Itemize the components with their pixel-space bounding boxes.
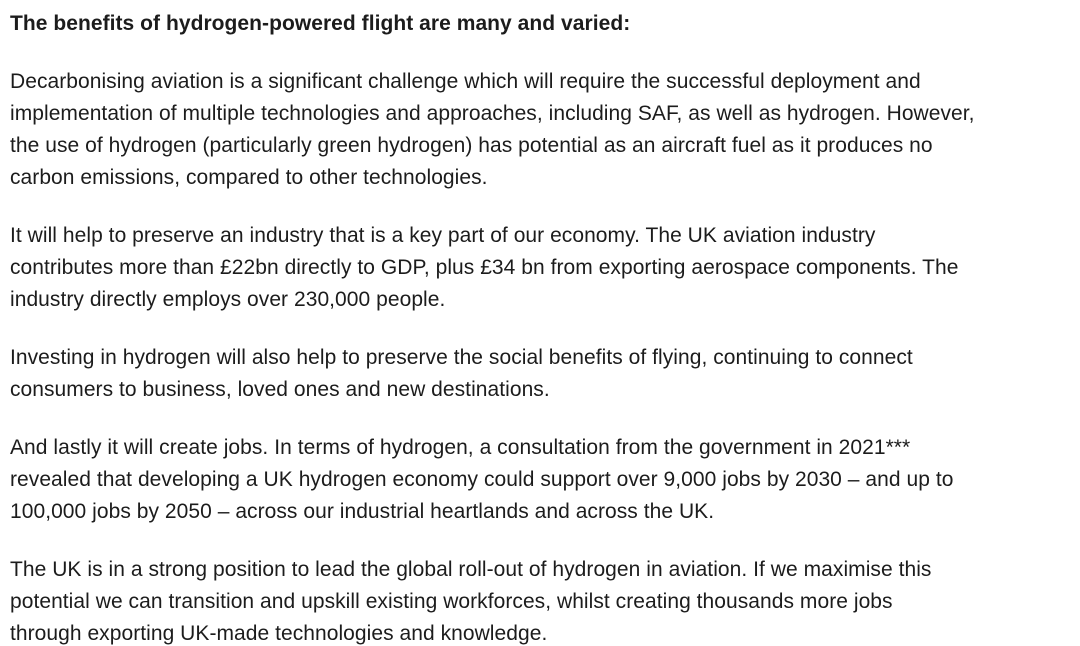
paragraph-line: implementation of multiple technologies and approaches, including SAF, as well as hydrogen. However, [10, 102, 975, 125]
paragraph-economy [10, 220, 1080, 316]
paragraph-line: It will help to preserve an industry that is a key part of our economy. The UK aviation industry [10, 224, 876, 247]
paragraph-line: And lastly it will create jobs. In terms of hydrogen, a consultation from the government in 2021*** [10, 436, 911, 459]
paragraph-line: industry directly employs over 230,000 people. [10, 288, 446, 311]
paragraph-decarbonising [10, 66, 1080, 194]
paragraph-line: carbon emissions, compared to other technologies. [10, 166, 488, 189]
paragraph-line: through exporting UK-made technologies and knowledge. [10, 622, 548, 645]
paragraph-jobs [10, 432, 1080, 528]
paragraph-line: contributes more than £22bn directly to GDP, plus £34 bn from exporting aerospace components. The [10, 256, 959, 279]
article-heading: The benefits of hydrogen-powered flight are many and varied: [10, 12, 631, 35]
paragraph-line: consumers to business, loved ones and new destinations. [10, 378, 550, 401]
paragraph-social-benefits [10, 342, 1080, 406]
paragraph-line: 100,000 jobs by 2050 – across our industrial heartlands and across the UK. [10, 500, 715, 523]
paragraph-line: revealed that developing a UK hydrogen economy could support over 9,000 jobs by 2030 – and up to [10, 468, 954, 491]
paragraph-line: Investing in hydrogen will also help to preserve the social benefits of flying, continuing to connect [10, 346, 913, 369]
paragraph-line: Decarbonising aviation is a significant challenge which will require the successful deployment and [10, 70, 921, 93]
paragraph-uk-position [10, 554, 1080, 646]
paragraph-line: The UK is in a strong position to lead the global roll-out of hydrogen in aviation. If we maximise this [10, 558, 932, 581]
paragraph-line: potential we can transition and upskill existing workforces, whilst creating thousands more jobs [10, 590, 893, 613]
paragraph-line: the use of hydrogen (particularly green hydrogen) has potential as an aircraft fuel as it produces no [10, 134, 933, 157]
